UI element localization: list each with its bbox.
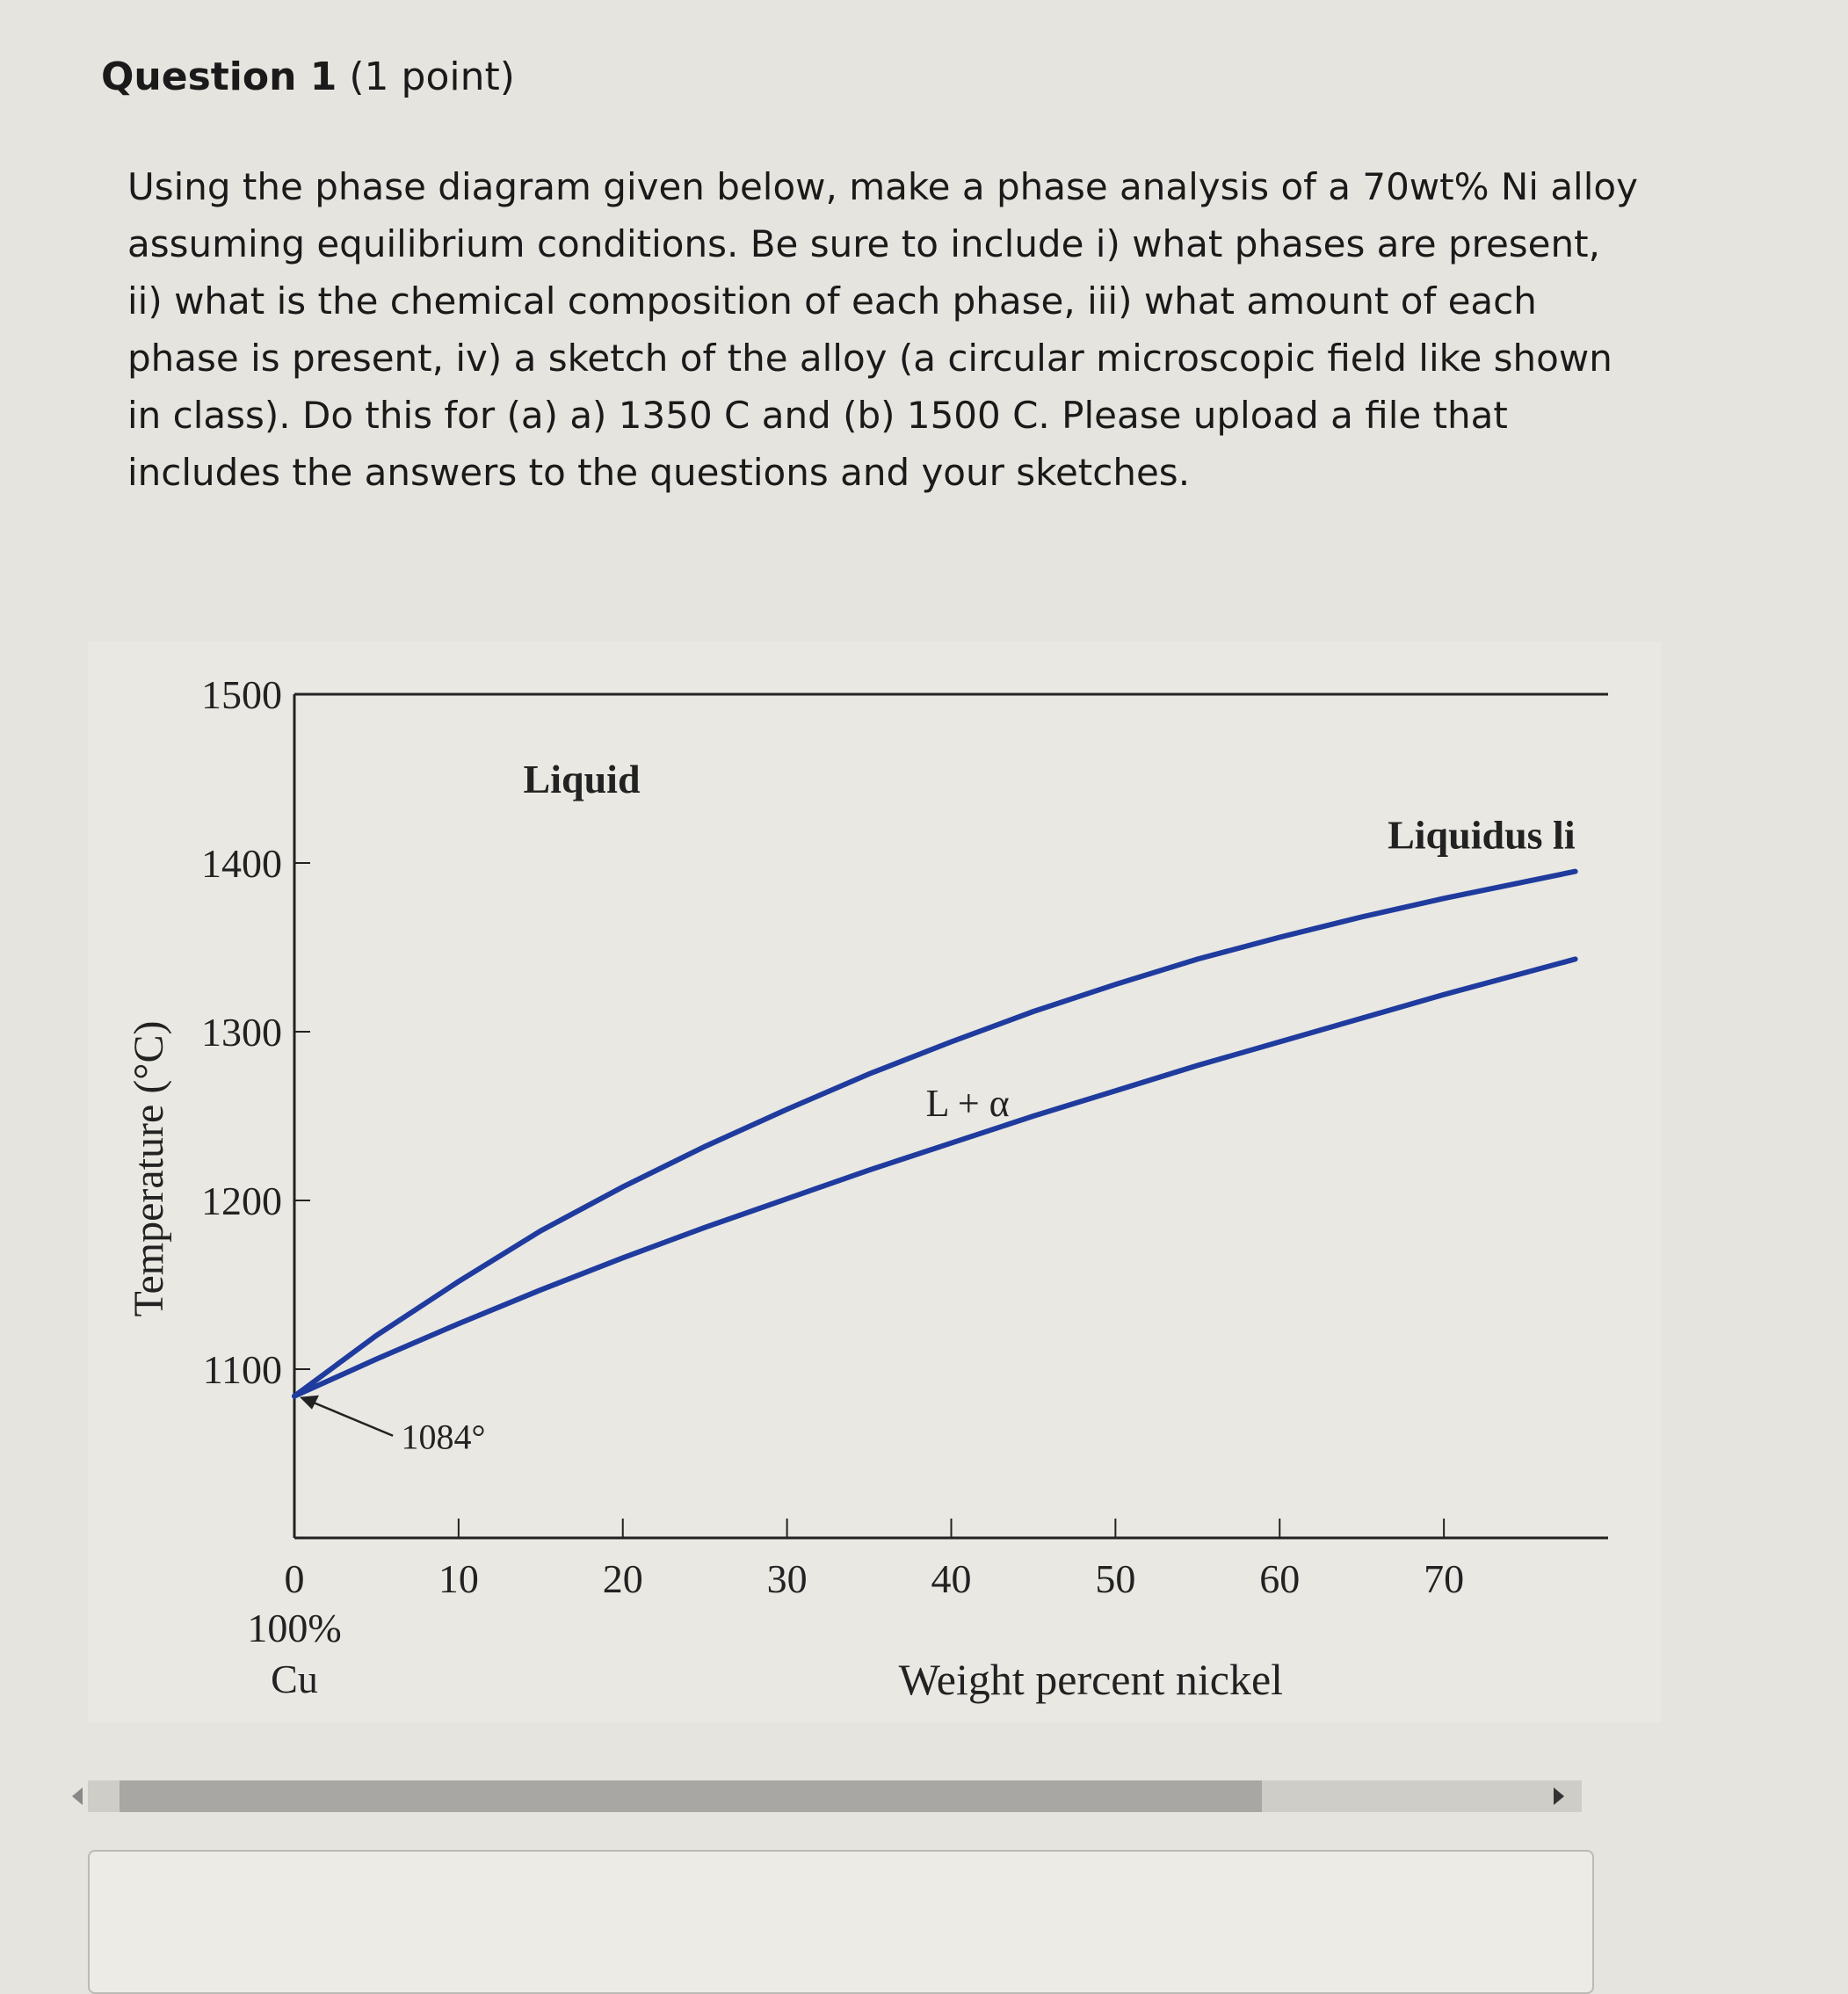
- x-tick-label: 30: [766, 1556, 808, 1601]
- question-text: Using the phase diagram given below, make a phase analysis of a 70wt% Ni alloy assuming equilibrium conditions. Be sure to include i) what phases are present, ii) what is the chemical composition of each phase, iii) what amount of each phase is present, iv) a sketch of the alloy (a circular microscopic field like shown in class). Do this for (a) a) 1350 C and (b) 1500 C. Please upload a file that includes the answers to the questions and your sketches.: [127, 165, 1638, 494]
- y-axis-label: Temperature (°C): [126, 1020, 172, 1317]
- x-origin-label-percent: 100%: [247, 1606, 342, 1650]
- liquidus-curve: [294, 872, 1576, 1396]
- horizontal-scrollbar[interactable]: [88, 1780, 1582, 1812]
- x-tick-label: 70: [1424, 1556, 1465, 1601]
- answer-upload-area[interactable]: [88, 1850, 1594, 1994]
- x-axis-label: Weight percent nickel: [898, 1655, 1284, 1704]
- phase-diagram-chart: [88, 642, 1661, 1722]
- x-tick-label: 60: [1259, 1556, 1301, 1601]
- series-label: Liquidus li: [1388, 812, 1576, 858]
- x-tick-label: 50: [1095, 1556, 1136, 1601]
- solidus-curve: [294, 959, 1576, 1396]
- x-tick-label: 10: [438, 1556, 479, 1601]
- x-tick-label: 0: [284, 1556, 305, 1601]
- x-tick-label: 20: [602, 1556, 643, 1601]
- melting-point-arrowhead: [300, 1396, 319, 1410]
- question-title: [101, 54, 515, 99]
- scrollbar-thumb[interactable]: [120, 1780, 1262, 1812]
- region-label-liquid: Liquid: [523, 757, 641, 801]
- scroll-left-icon[interactable]: [72, 1787, 83, 1805]
- question-number: Question 1: [101, 54, 337, 99]
- x-origin-label-element: Cu: [271, 1657, 318, 1701]
- y-tick-label: 1100: [202, 1347, 282, 1392]
- question-points: (1 point): [349, 54, 515, 99]
- y-tick-label: 1400: [201, 841, 282, 886]
- melting-point-label: 1084°: [401, 1417, 486, 1457]
- y-tick-label: 1200: [201, 1178, 282, 1223]
- region-label-two-phase: L + α: [925, 1082, 1010, 1125]
- y-tick-label: 1500: [201, 672, 282, 717]
- phase-diagram-figure: [88, 642, 1661, 1722]
- y-tick-label: 1300: [201, 1010, 282, 1055]
- melting-point-arrow: [307, 1400, 393, 1436]
- x-tick-label: 40: [931, 1556, 972, 1601]
- scroll-right-icon[interactable]: [1554, 1787, 1564, 1805]
